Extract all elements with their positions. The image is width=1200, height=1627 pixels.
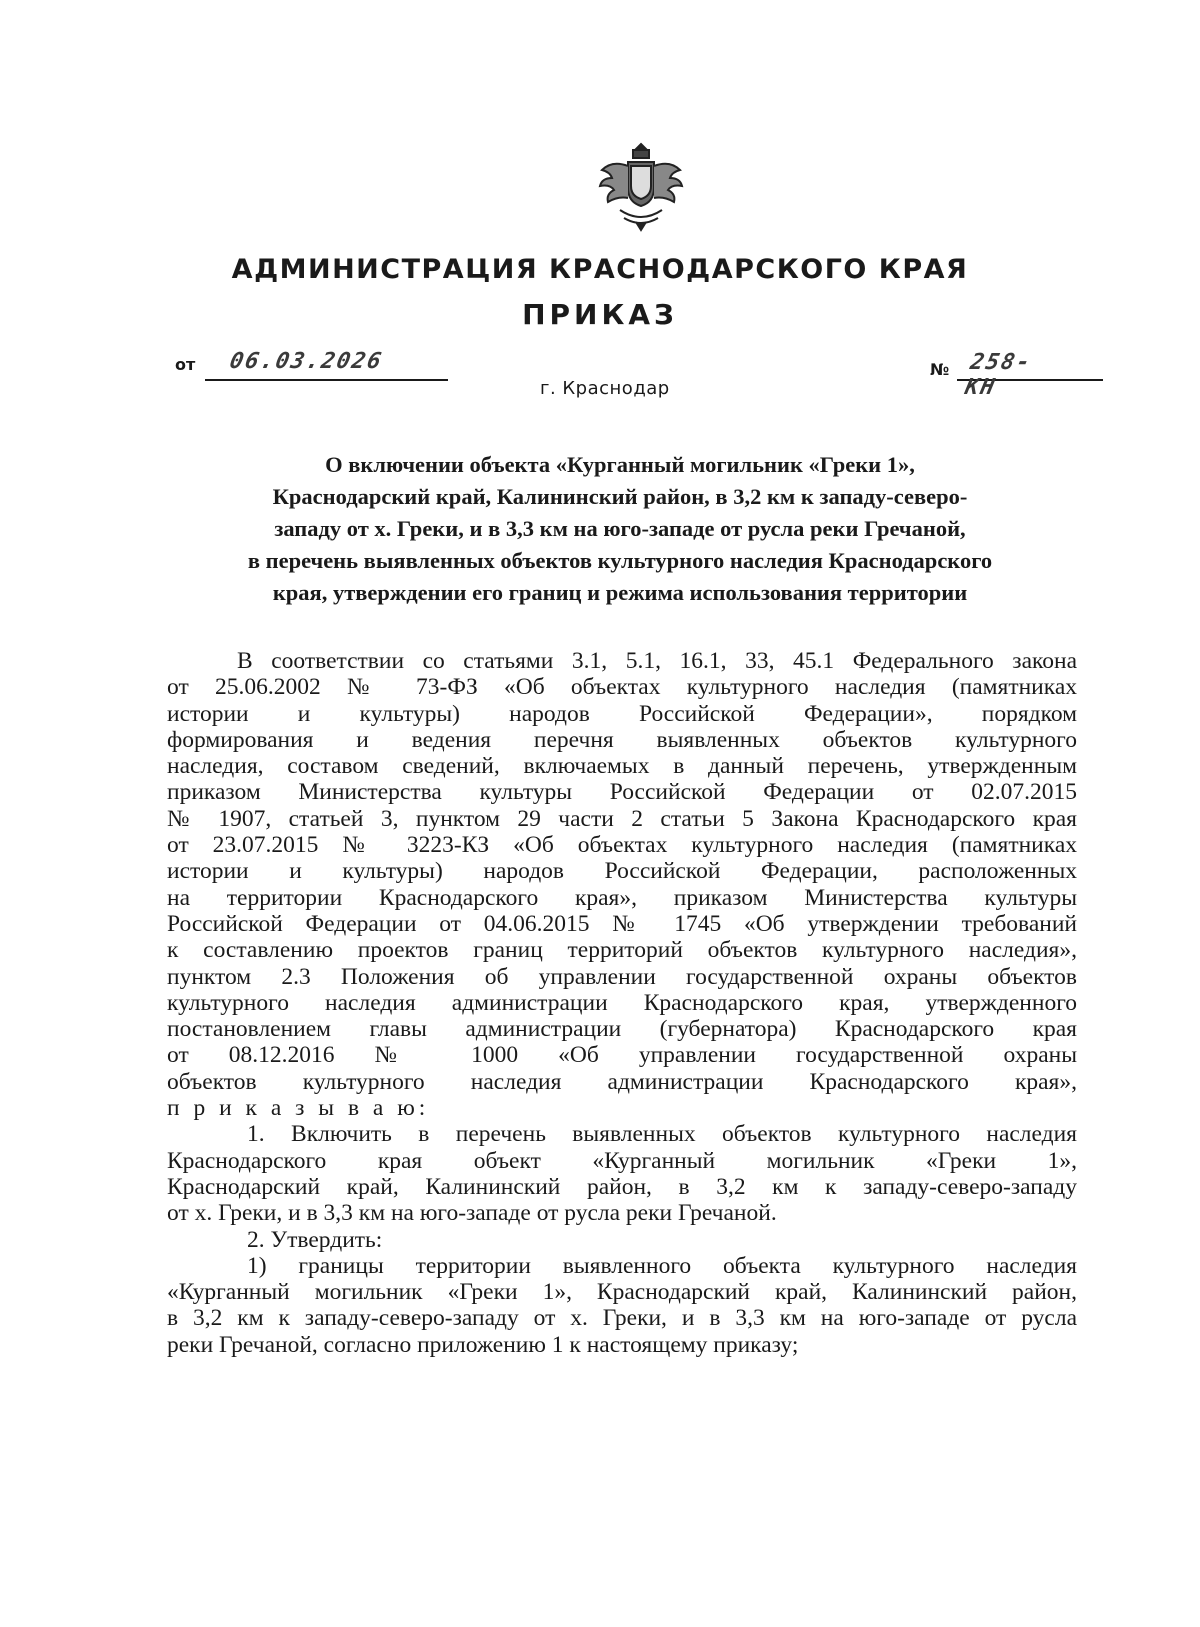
body-line: п р и к а з ы в а ю: [167, 1095, 430, 1122]
city-name: г. Краснодар [540, 378, 670, 399]
subject-line: в перечень выявленных объектов культурного наследия Краснодарского [247, 548, 993, 573]
body-line: от 08.12.2016 № 1000 «Об управлении государственной охраны [167, 1042, 1077, 1069]
date-field [175, 349, 386, 374]
body-line: от 25.06.2002 № 73-ФЗ «Об объектах культурного наследия (памятниках [167, 674, 1077, 701]
body-line: приказом Министерства культуры Российской Федерации от 02.07.2015 [167, 779, 1077, 806]
number-field [930, 350, 1035, 400]
body-line: В соответствии со статьями 3.1, 5.1, 16.1, 33, 45.1 Федерального закона [237, 648, 1077, 674]
body-line: на территории Краснодарского края», приказом Министерства культуры [167, 884, 1077, 911]
body-line: Краснодарского края объект «Курганный могильник «Греки 1», [167, 1147, 1077, 1174]
date-prefix: от [175, 355, 196, 374]
body-line: пунктом 2.3 Положения об управлении государственной охраны объектов [167, 963, 1077, 990]
handwritten-date: 06.03.2026 [227, 349, 386, 374]
document-body [167, 648, 1077, 1358]
body-line: № 1907, статьей 3, пунктом 29 части 2 статьи 5 Закона Краснодарского края [167, 805, 1077, 832]
coat-of-arms-icon [598, 140, 684, 232]
body-line: наследия, составом сведений, включаемых в данный перечень, утвержденным [167, 753, 1077, 780]
body-line: к составлению проектов границ территорий объектов культурного наследия», [167, 937, 1077, 964]
body-line: реки Гречаной, согласно приложению 1 к настоящему приказу; [167, 1331, 799, 1358]
body-line: истории и культуры) народов Российской Федерации, расположенных [167, 858, 1077, 885]
body-line: от 23.07.2015 № 3223-КЗ «Об объектах культурного наследия (памятниках [167, 832, 1077, 859]
body-line: в 3,2 км к западу-северо-западу от х. Греки, и в 3,3 км на юго-западе от русла [167, 1305, 1077, 1332]
body-line: формирования и ведения перечня выявленных объектов культурного [167, 726, 1077, 753]
body-line: объектов культурного наследия администрации Краснодарского края», [167, 1068, 1077, 1095]
number-prefix: № [930, 360, 950, 379]
body-line: культурного наследия администрации Краснодарского края, утвержденного [167, 989, 1077, 1016]
handwritten-number: 258-КН [962, 350, 1035, 400]
subject-line: Краснодарский край, Калининский район, в 3,2 км к западу-северо- [272, 484, 968, 509]
body-line: «Курганный могильник «Греки 1», Краснодарский край, Калининский район, [167, 1279, 1077, 1306]
body-line: Российской Федерации от 04.06.2015 № 1745 «Об утверждении требований [167, 910, 1077, 937]
date-underline [205, 379, 448, 381]
subject-line: края, утверждении его границ и режима использования территории [272, 580, 968, 605]
subject-line: О включении объекта «Курганный могильник «Греки 1», [325, 452, 915, 477]
body-line: 1. Включить в перечень выявленных объектов культурного наследия [247, 1121, 1077, 1148]
body-line: 2. Утвердить: [247, 1226, 383, 1253]
body-line: постановлением главы администрации (губернатора) Краснодарского края [167, 1016, 1077, 1043]
document-subject [130, 449, 1110, 609]
document-type: ПРИКАЗ [522, 298, 678, 331]
body-line: Краснодарский край, Калининский район, в 3,2 км к западу-северо-западу [167, 1173, 1077, 1200]
body-line: 1) границы территории выявленного объекта культурного наследия [247, 1252, 1077, 1279]
body-line: истории и культуры) народов Российской Федерации», порядком [167, 700, 1077, 727]
subject-line: западу от х. Греки, и в 3,3 км на юго-западе от русла реки Гречаной, [274, 516, 966, 541]
organization-title: АДМИНИСТРАЦИЯ КРАСНОДАРСКОГО КРАЯ [231, 254, 969, 285]
body-line: от х. Греки, и в 3,3 км на юго-западе от русла реки Гречаной. [167, 1200, 777, 1227]
